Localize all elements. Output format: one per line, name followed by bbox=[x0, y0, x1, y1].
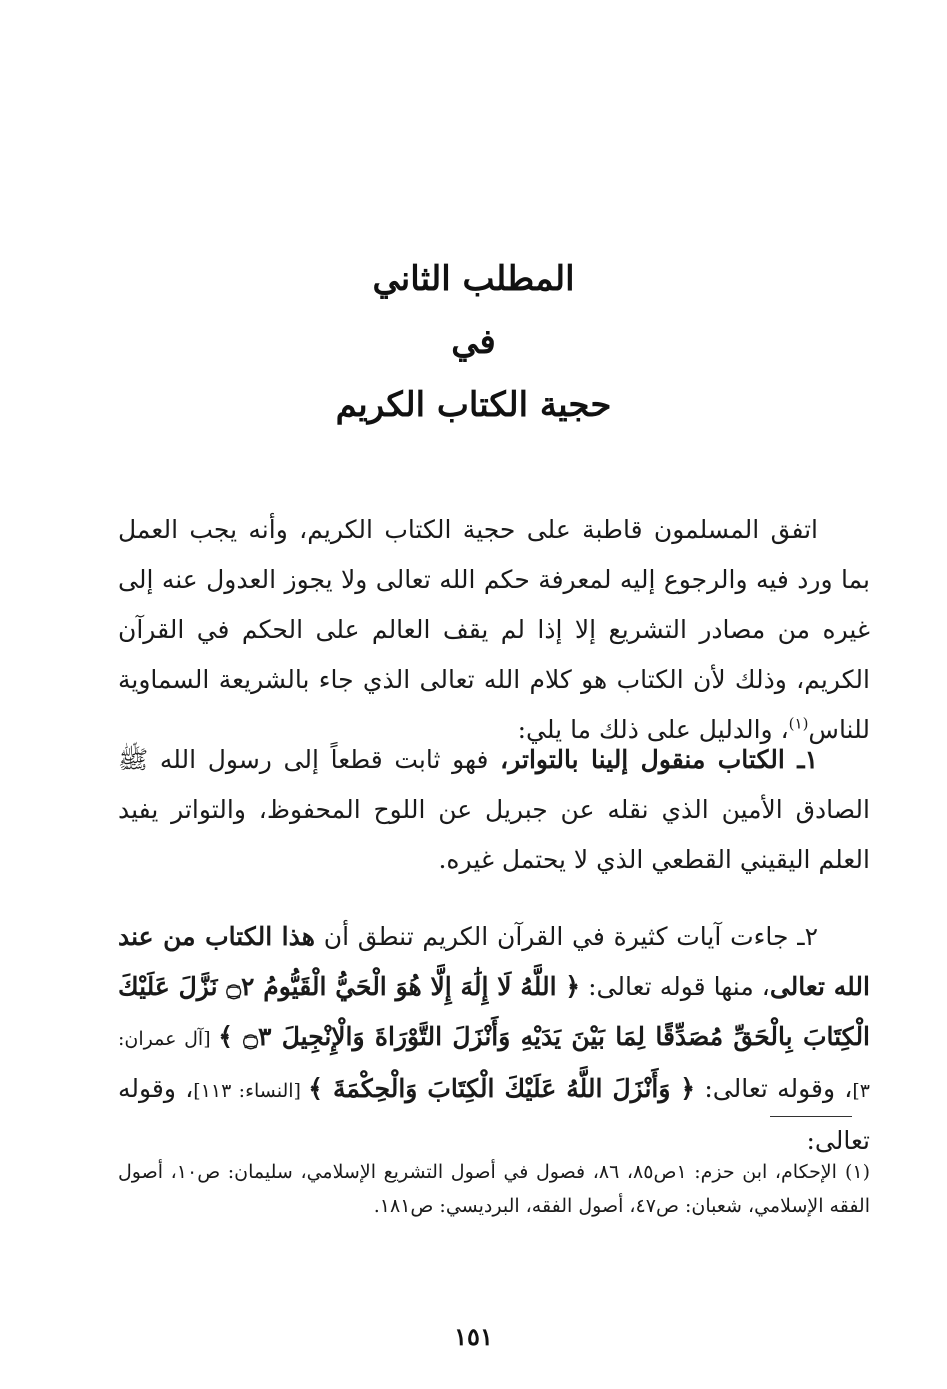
footnote-number: (١) bbox=[844, 1161, 870, 1183]
point-2-mid-1: ، منها قوله تعالى: bbox=[580, 972, 770, 1001]
verse-reference-1: [آل عمران: ٣] bbox=[118, 1028, 870, 1102]
point-2-mid-2: ، وقوله تعالى: bbox=[695, 1074, 853, 1103]
footnote-marker[interactable]: (١) bbox=[788, 714, 809, 733]
section-title-line-3: حجية الكتاب الكريم bbox=[335, 385, 612, 425]
intro-paragraph-tail: ، والدليل على ذلك ما يلي: bbox=[517, 715, 789, 744]
footnote bbox=[118, 1155, 870, 1223]
point-1-paragraph bbox=[118, 735, 870, 885]
quran-verse-2: ﴿ وَأَنْزَلَ اللَّهُ عَلَيْكَ الْكِتَابَ وَالْحِكْمَةَ ﴾ bbox=[308, 1074, 696, 1103]
point-2-paragraph bbox=[118, 912, 870, 1166]
verse-reference-2: [النساء: ١١٣] bbox=[193, 1080, 309, 1102]
point-1-text: فهو ثابت قطعاً إلى رسول الله ﷺ الصادق الأمين الذي نقله عن جبريل عن اللوح المحفوظ، والتواتر يفيد العلم اليقيني القطعي الذي لا يحتمل غيره. bbox=[118, 745, 870, 874]
point-1-lead: ١ـ الكتاب منقول إلينا بالتواتر، bbox=[500, 745, 818, 774]
section-title-line-1: المطلب الثاني bbox=[372, 259, 575, 299]
point-2-end: ، وقوله تعالى: bbox=[118, 1074, 870, 1155]
quran-verse-1: ﴿ اللَّهُ لَا إِلَٰهَ إِلَّا هُوَ الْحَيُّ الْقَيُّومُ ۝٢ نَزَّلَ عَلَيْكَ الْكِتَابَ بِالْحَقِّ مُصَدِّقًا لِمَا بَيْنَ يَدَيْهِ وَأَنْزَلَ التَّوْرَاةَ وَالْإِنْجِيلَ ۝٣ ﴾ bbox=[118, 972, 871, 1051]
intro-paragraph-text: اتفق المسلمون قاطبة على حجية الكتاب الكريم، وأنه يجب العمل بما ورد فيه والرجوع إليه لمعرفة حكم الله تعالى ولا يجوز العدول عنه إلى غيره من مصادر التشريع إلا إذا لم يقف العالم على الحكم في القرآن الكريم، وذلك لأن الكتاب هو كلام الله تعالى الذي جاء بالشريعة السماوية للناس bbox=[118, 515, 870, 744]
point-2-lead: ٢ـ جاءت آيات كثيرة في القرآن الكريم تنطق أن bbox=[314, 922, 819, 951]
section-title-line-2: في bbox=[451, 322, 496, 362]
footnote-separator bbox=[770, 1116, 852, 1117]
footnote-text: الإحكام، ابن حزم: ١ص٨٥، ٨٦، فصول في أصول التشريع الإسلامي، سليمان: ص١٠، أصول الفقه الإسلامي، شعبان: ص٤٧، أصول الفقه، البرديسي: ص١٨١. bbox=[118, 1161, 870, 1217]
intro-paragraph bbox=[118, 505, 870, 755]
point-2-bold-lead: هذا الكتاب من عند الله تعالى bbox=[118, 922, 870, 1001]
page-number: ١٥١ bbox=[454, 1322, 493, 1351]
